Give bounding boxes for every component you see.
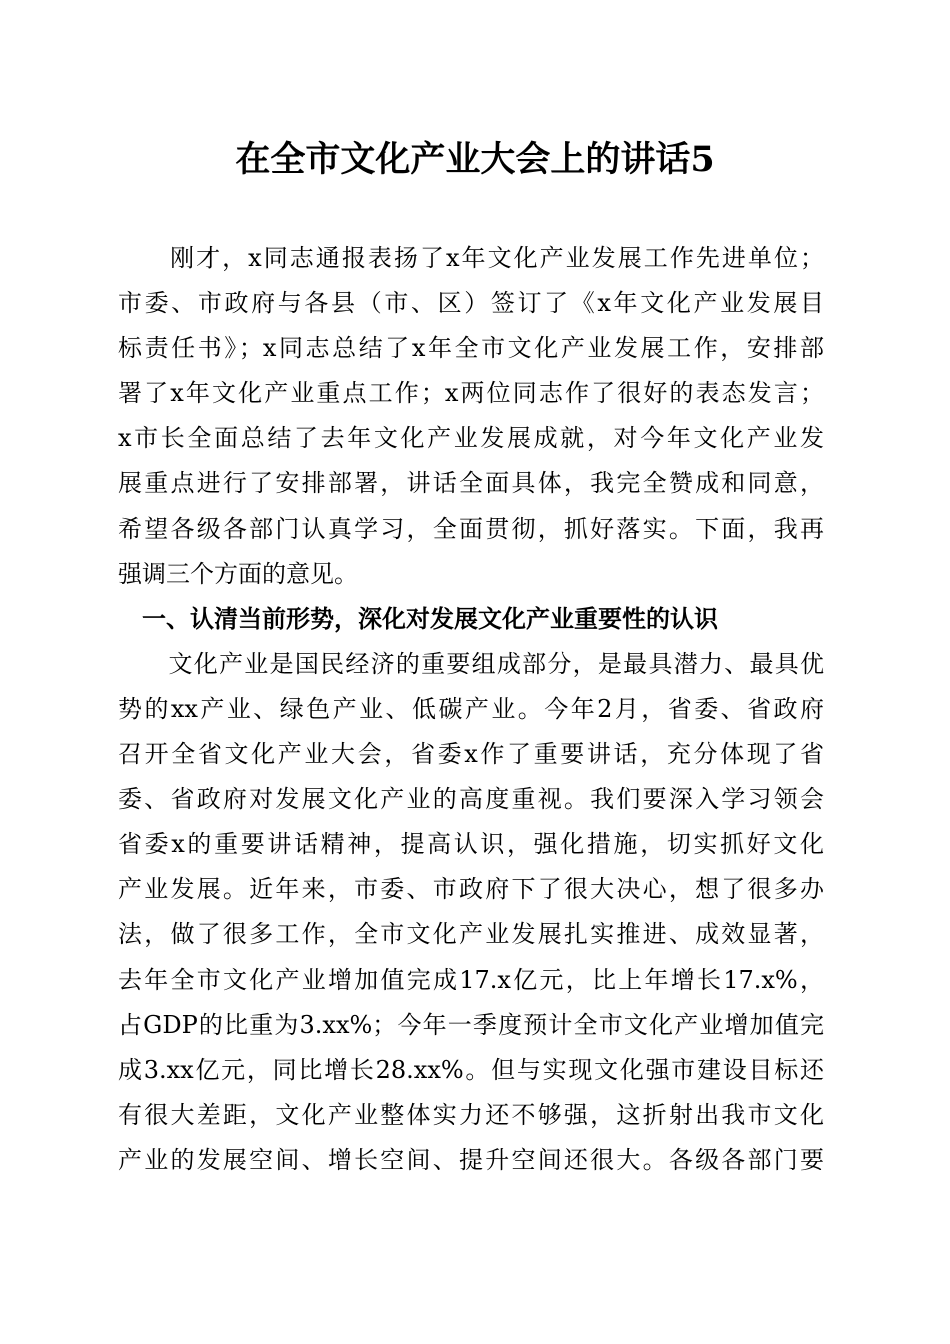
document-body [118, 236, 824, 1183]
paragraph-1-line: 市委、市政府与各县（市、区）签订了《x年文化产业发展目 [118, 289, 824, 318]
paragraph-2-line: 占GDP的比重为3.xx%；今年一季度预计全市文化产业增加值完 [118, 1010, 824, 1039]
paragraph-1-line: 署了x年文化产业重点工作；x两位同志作了很好的表态发言； [118, 379, 824, 408]
paragraph-2-line: 去年全市文化产业增加值完成17.x亿元，比上年增长17.x%， [118, 965, 824, 994]
paragraph-1-line: 刚才，x同志通报表扬了x年文化产业发展工作先进单位； [118, 244, 824, 272]
paragraph-1-line: 希望各级各部门认真学习，全面贯彻，抓好落实。下面，我再 [118, 514, 824, 543]
section-heading-1: 一、认清当前形势，深化对发展文化产业重要性的认识 [118, 604, 718, 633]
paragraph-2-line: 产业的发展空间、增长空间、提升空间还很大。各级各部门要 [118, 1145, 824, 1174]
paragraph-2-line: 产业发展。近年来，市委、市政府下了很大决心，想了很多办 [118, 875, 824, 904]
paragraph-2-line: 召开全省文化产业大会，省委x作了重要讲话，充分体现了省 [118, 740, 824, 769]
document-title: 在全市文化产业大会上的讲话5 [235, 139, 715, 180]
paragraph-1-line: 强调三个方面的意见。 [118, 559, 358, 588]
paragraph-2-line: 文化产业是国民经济的重要组成部分，是最具潜力、最具优 [118, 649, 824, 678]
paragraph-2-line: 势的xx产业、绿色产业、低碳产业。今年2月，省委、省政府 [118, 694, 824, 723]
paragraph-2-line: 有很大差距，文化产业整体实力还不够强，这折射出我市文化 [118, 1100, 824, 1129]
paragraph-2-line: 省委x的重要讲话精神，提高认识，强化措施，切实抓好文化 [118, 830, 824, 859]
paragraph-2-line: 委、省政府对发展文化产业的高度重视。我们要深入学习领会 [118, 785, 824, 814]
paragraph-2-line: 法，做了很多工作，全市文化产业发展扎实推进、成效显著， [118, 920, 824, 949]
paragraph-2-line: 成3.xx亿元，同比增长28.xx%。但与实现文化强市建设目标还 [118, 1055, 824, 1084]
paragraph-1-line: 标责任书》；x同志总结了x年全市文化产业发展工作，安排部 [118, 334, 824, 363]
paragraph-1-line: 展重点进行了安排部署，讲话全面具体，我完全赞成和同意， [118, 469, 824, 498]
paragraph-1-line: x市长全面总结了去年文化产业发展成就，对今年文化产业发 [118, 424, 824, 453]
